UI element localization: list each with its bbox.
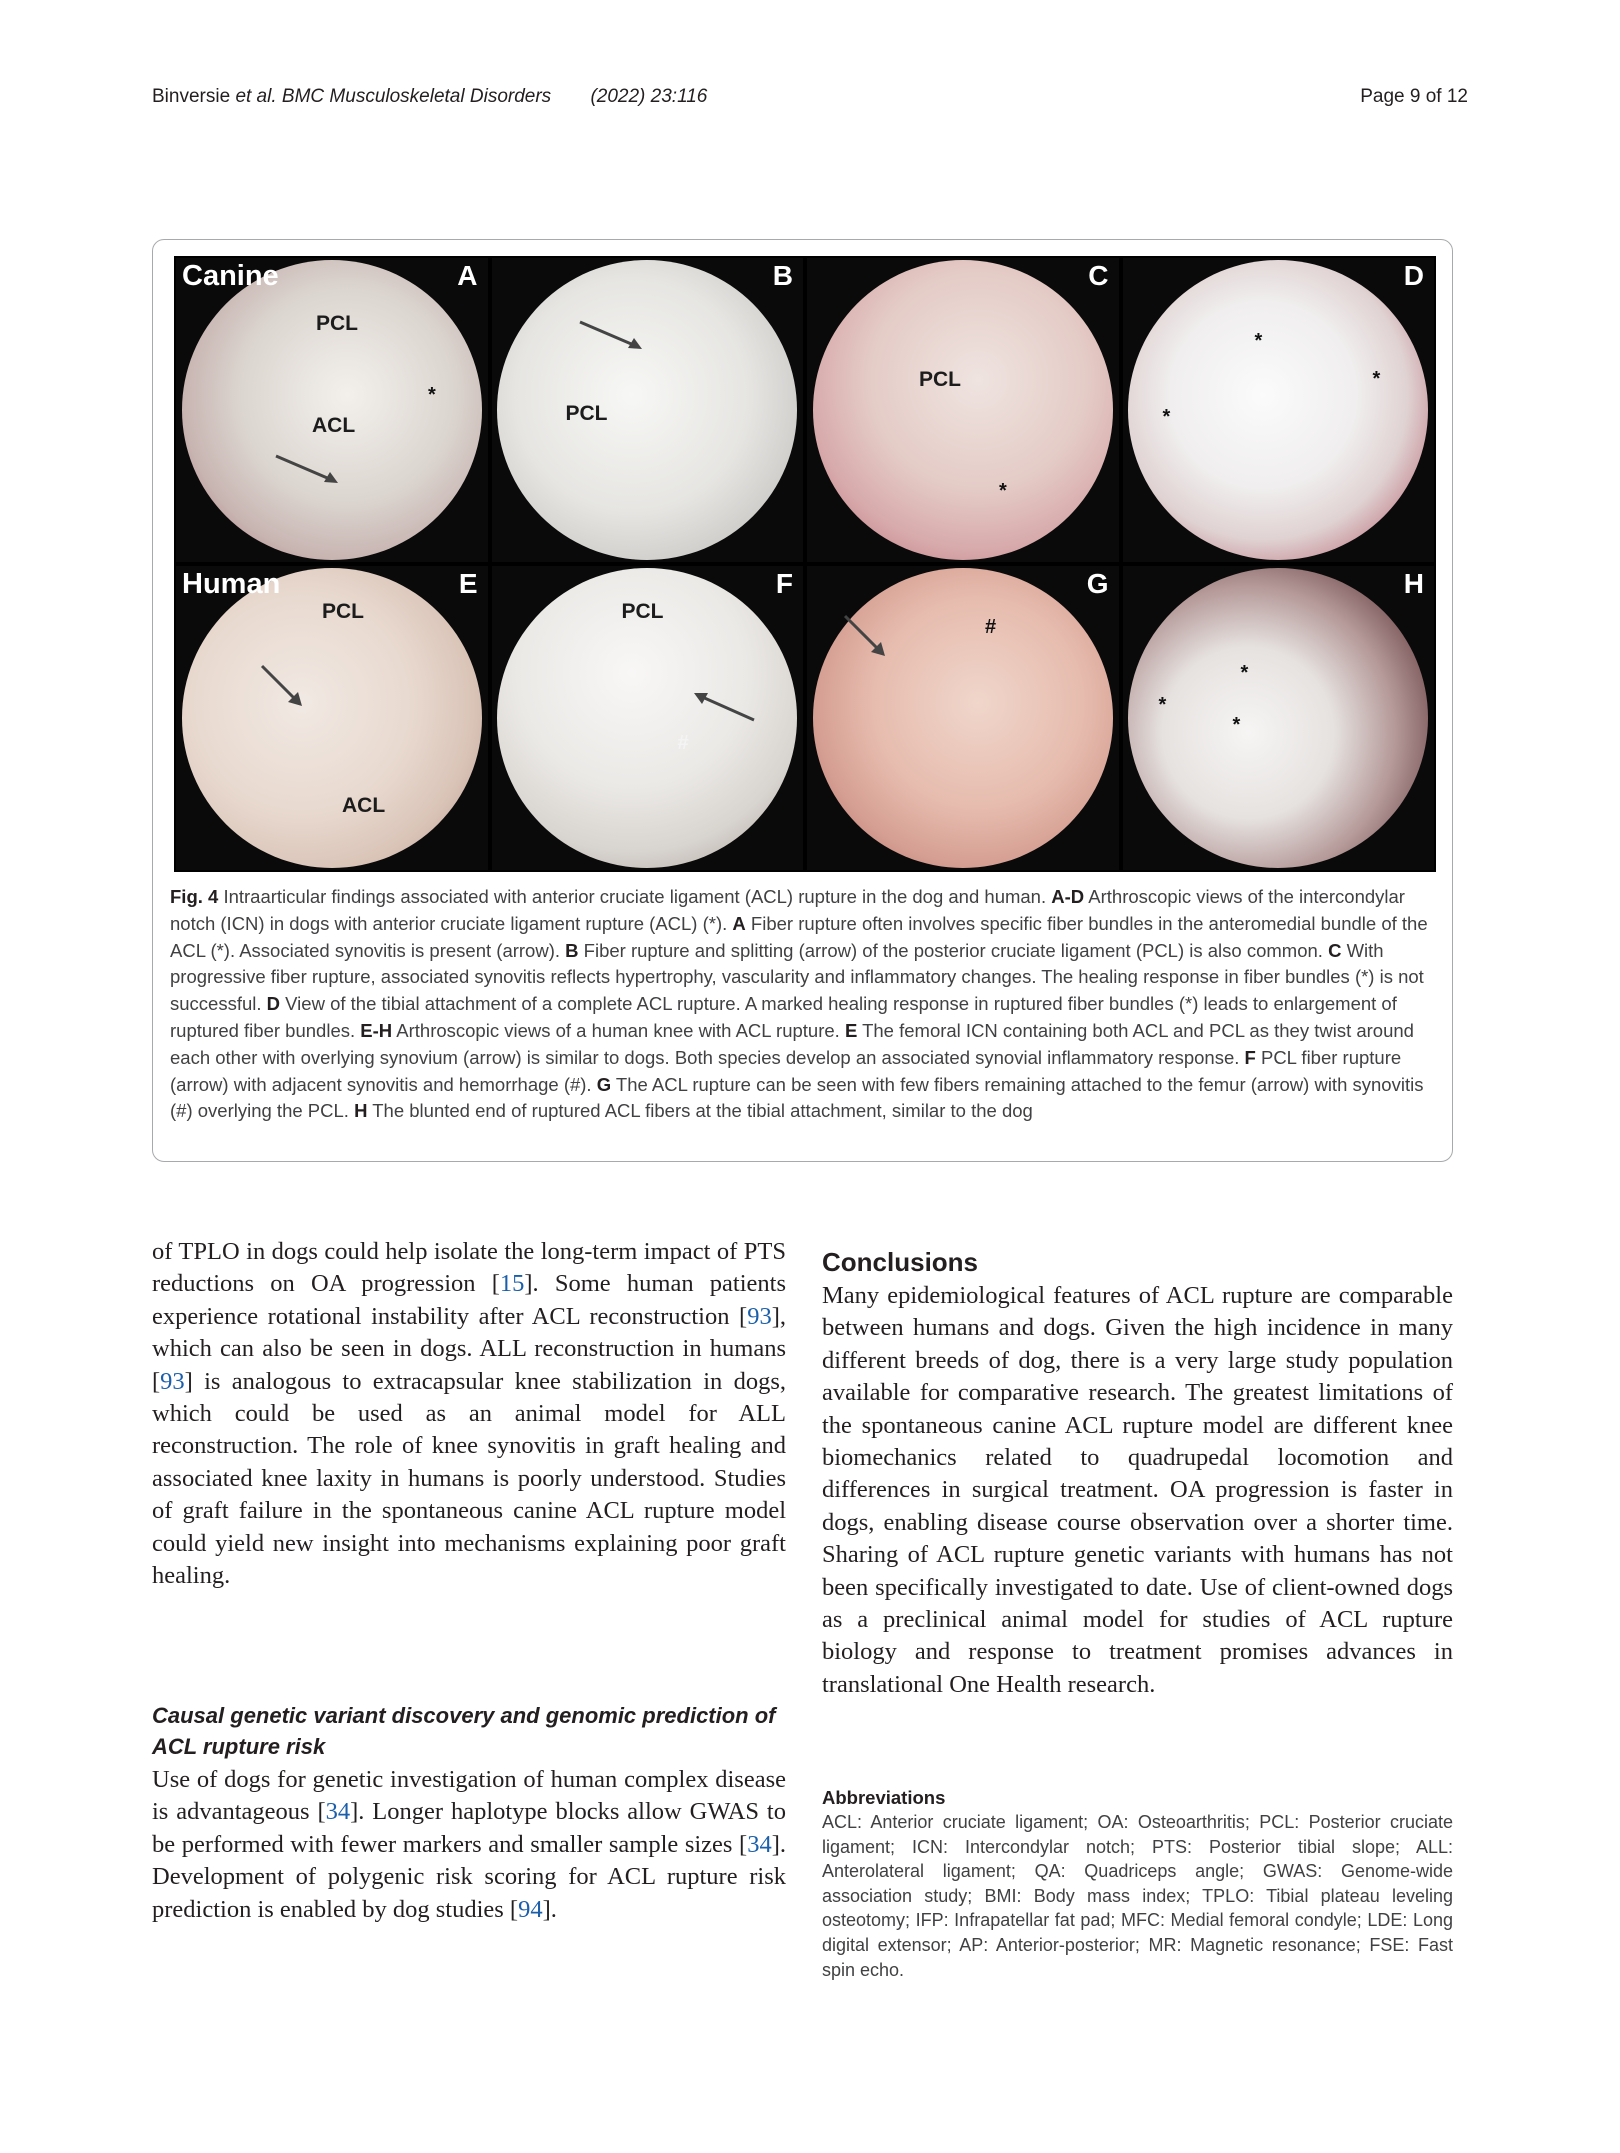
caption-text: With progressive fiber rupture, associated synovitis reflects hypertrophy, vascularity and inflammatory changes. The healing response in fiber bundles (*) is not successful. — [170, 939, 1424, 1015]
arthroscopic-image-a — [182, 260, 482, 560]
panel-letter: B — [772, 260, 793, 291]
star-marker: * — [428, 384, 436, 406]
arthroscopic-image-d — [1128, 260, 1428, 560]
arrow-icon — [258, 662, 308, 712]
et-al: et al. — [235, 86, 277, 107]
citation-link[interactable]: 34 — [747, 1830, 772, 1858]
text-run: ]. Some human patients experience rotational instability after ACL reconstruction [ — [152, 1270, 786, 1330]
caption-intro: Intraarticular findings associated with anterior cruciate ligament (ACL) rupture in the dog and human. — [218, 886, 1052, 907]
star-marker: * — [1240, 662, 1249, 684]
panel-f — [492, 566, 804, 870]
caption-text: Fiber rupture often involves specific fiber bundles in the anteromedial bundle of the ACL (*). Associated synovitis is present (arrow). — [170, 912, 1428, 961]
pcl-label: PCL — [322, 600, 364, 623]
body-text-right — [822, 1280, 1453, 1701]
text-run: ]. Longer haplotype blocks allow GWAS to be performed with fewer markers and smaller sample sizes [ — [152, 1798, 786, 1858]
conclusions-paragraph: Many epidemiological features of ACL rupture are comparable between humans and dogs. Given the high incidence in many different breeds of dog, there is a very large study population available for comparative research. The greatest limitations of the spontaneous canine ACL rupture model are different knee biomechanics related to quadrupedal locomotion and differences in surgical treatment. OA progression is faster in dogs, enabling disease course observation over a shorter time. Sharing of ACL rupture genetic variants with humans has not been specifically investigated to date. Use of client-owned dogs as a preclinical animal model for studies of ACL rupture biology and response to treatment promises advances in translational One Health research. — [822, 1282, 1453, 1698]
authors: Binversie — [152, 86, 231, 107]
panel-c — [807, 258, 1119, 562]
caption-key: G — [596, 1073, 612, 1095]
caption-text: Arthroscopic views of a human knee with ACL rupture. — [392, 1019, 845, 1041]
panel-b — [492, 258, 804, 562]
arrow-icon — [841, 612, 891, 662]
panel-letter: A — [457, 260, 478, 291]
year-volume: (2022) 23:116 — [590, 86, 708, 107]
citation-link[interactable]: 94 — [518, 1895, 543, 1923]
pcl-label: PCL — [919, 368, 961, 391]
caption-key: A — [732, 912, 746, 934]
star-marker: * — [1372, 368, 1381, 390]
citation — [152, 86, 707, 108]
caption-key: B — [565, 939, 579, 961]
pcl-label: PCL — [316, 312, 358, 335]
acl-label: ACL — [342, 794, 386, 817]
figure-caption — [170, 884, 1438, 1125]
panel-a — [176, 258, 488, 562]
caption-text: The blunted end of ruptured ACL fibers at the tibial attachment, similar to the dog — [367, 1100, 1033, 1122]
arrow-icon — [690, 690, 760, 726]
star-marker: * — [1254, 330, 1263, 352]
paragraph — [152, 1236, 786, 1592]
panel-letter: H — [1403, 568, 1424, 599]
panel-e — [176, 566, 488, 870]
hash-marker: # — [985, 616, 997, 638]
caption-key: F — [1244, 1046, 1256, 1068]
arrow-icon — [576, 318, 646, 354]
text-run: of TPLO in dogs could help isolate the long-term impact of PTS reductions on OA progression [ — [152, 1238, 786, 1298]
citation-link[interactable]: 34 — [325, 1798, 351, 1826]
caption-text: The femoral ICN containing both ACL and PCL as they twist around each other with overlying synovium (arrow) is similar to dogs. Both species develop an associated synovial inflammatory response. — [170, 1019, 1414, 1068]
caption-key: H — [354, 1100, 368, 1122]
text-run: ]. Development of polygenic risk scoring for ACL rupture risk prediction is enabled by dog studies [ — [152, 1830, 786, 1923]
journal-name: BMC Musculoskeletal Disorders — [281, 86, 552, 107]
page-number: Page 9 of 12 — [1360, 86, 1468, 107]
species-label-human: Human — [182, 568, 281, 600]
abbreviations-text: ACL: Anterior cruciate ligament; OA: Osteoarthritis; PCL: Posterior cruciate ligament; ICN: Intercondylar notch; PTS: Posterior tibial slope; ALL: Anterolateral ligament; QA: Quadriceps angle; GWAS: Genome-wide association study; BMI: Body mass index; TPLO: Tibial plateau leveling osteotomy; IFP: Infrapatellar fat pad; MFC: Medial femoral condyle; LDE: Long digital extensor; AP: Anterior-posterior; MR: Magnetic resonance; FSE: Fast spin echo. — [822, 1812, 1453, 1980]
caption-text: Fiber rupture and splitting (arrow) of the posterior cruciate ligament (PCL) is also common. — [578, 939, 1329, 961]
panel-g — [807, 566, 1119, 870]
citation-link[interactable]: 15 — [499, 1270, 525, 1298]
section-subheading: Causal genetic variant discovery and genomic prediction of ACL rupture risk — [152, 1703, 776, 1759]
text-run: ] is analogous to extracapsular knee stabilization in dogs, which could be used as an animal model for ALL reconstruction. The role of knee synovitis in graft healing and associated knee laxity in humans is poorly understood. Studies of graft failure in the spontaneous canine ACL rupture model could yield new insight into mechanisms explaining poor graft healing. — [152, 1367, 786, 1590]
panel-letter: G — [1086, 568, 1109, 599]
caption-key: A-D — [1051, 886, 1085, 907]
citation-link[interactable]: 93 — [160, 1367, 185, 1395]
paragraph — [152, 1764, 786, 1926]
panel-letter: C — [1088, 260, 1109, 291]
acl-label: ACL — [312, 414, 356, 437]
text-run: ]. — [542, 1895, 557, 1923]
panel-letter: D — [1403, 260, 1424, 291]
running-header — [152, 86, 1468, 116]
caption-key: E-H — [360, 1019, 393, 1041]
hash-marker: # — [677, 732, 689, 754]
pcl-label: PCL — [565, 402, 608, 425]
species-label-canine: Canine — [182, 260, 279, 292]
arthroscopic-image-b — [497, 260, 797, 560]
pcl-label: PCL — [621, 600, 664, 623]
panel-h — [1123, 566, 1435, 870]
caption-text: The ACL rupture can be seen with few fibers remaining attached to the femur (arrow) with synovitis (#) overlying the PCL. — [170, 1073, 1424, 1122]
panel-d — [1123, 258, 1435, 562]
caption-text: Arthroscopic views of the intercondylar notch (ICN) in dogs with anterior cruciate ligament rupture (ACL) (*). — [170, 886, 1405, 934]
body-text-left — [152, 1236, 786, 1592]
body-text-left-2 — [152, 1764, 786, 1926]
caption-key: D — [266, 993, 281, 1015]
abbreviations-heading: Abbreviations — [822, 1787, 946, 1808]
arrow-icon — [272, 452, 342, 488]
panel-letter: E — [458, 568, 478, 599]
arthroscopic-image-c — [813, 260, 1113, 560]
caption-text: PCL fiber rupture (arrow) with adjacent synovitis and hemorrhage (#). — [170, 1046, 1402, 1095]
panel-letter: F — [775, 568, 793, 599]
conclusions-heading: Conclusions — [822, 1247, 979, 1277]
star-marker: * — [1162, 406, 1171, 428]
text-run: ], which can also be seen in dogs. ALL reconstruction in humans [ — [152, 1302, 786, 1395]
arthroscopic-image-h — [1128, 568, 1428, 868]
caption-text: View of the tibial attachment of a complete ACL rupture. A marked healing response in ruptured fiber bundles (*) leads to enlargement of ruptured fiber bundles. — [170, 993, 1397, 1041]
caption-key: E — [844, 1019, 858, 1041]
star-marker: * — [1158, 694, 1167, 716]
figure-panels — [174, 256, 1436, 872]
star-marker: * — [1232, 714, 1241, 736]
star-marker: * — [999, 480, 1007, 502]
citation-link[interactable]: 93 — [747, 1302, 772, 1330]
text-run: Use of dogs for genetic investigation of human complex disease is advantageous [ — [152, 1766, 786, 1826]
figure-label: Fig. 4 — [170, 886, 219, 907]
caption-key: C — [1328, 939, 1342, 961]
